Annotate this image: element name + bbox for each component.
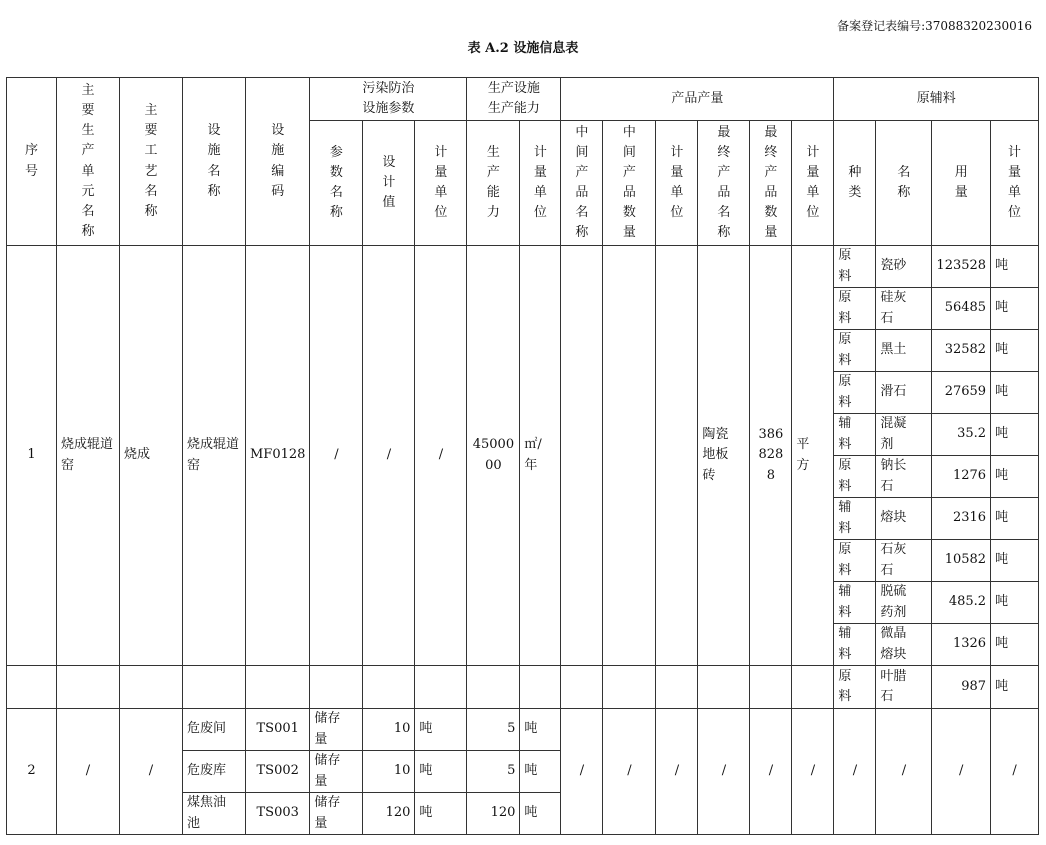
material-type: 原 料 (834, 246, 876, 288)
facility-name: 危废间 (183, 709, 246, 751)
row1-facility-name: 烧成辊道窑 (183, 246, 246, 666)
material-qty: 2316 (932, 498, 991, 540)
header-pollution-params: 污染防治 设施参数 (310, 78, 467, 121)
header-seq: 序 号 (7, 78, 57, 246)
empty-cell (467, 666, 520, 709)
header-param-unit: 计 量 单 位 (415, 121, 467, 246)
facility-code: TS001 (246, 709, 310, 751)
material-qty: 1276 (932, 456, 991, 498)
row1-facility-code: MF0128 (246, 246, 310, 666)
empty-cell (698, 666, 750, 709)
material-unit: 吨 (991, 456, 1039, 498)
material-unit: 吨 (991, 540, 1039, 582)
header-mid-product-unit: 计 量 单 位 (656, 121, 698, 246)
empty-cell (363, 666, 415, 709)
row1-capacity-value: 45000 00 (467, 246, 520, 666)
row2-final-product-name: / (698, 709, 750, 835)
material-qty: 485.2 (932, 582, 991, 624)
design-value: 10 (363, 709, 415, 751)
header-product-output: 产品产量 (561, 78, 834, 121)
material-name: 滑石 (876, 372, 932, 414)
capacity-unit: 吨 (520, 793, 561, 835)
row1-design-value: / (363, 246, 415, 666)
row2-mid-product-qty: / (603, 709, 656, 835)
material-name: 混凝 剂 (876, 414, 932, 456)
material-type: 原 料 (834, 372, 876, 414)
material-type: 原 料 (834, 456, 876, 498)
row2-mid-product-unit: / (656, 709, 698, 835)
design-value: 10 (363, 751, 415, 793)
material-qty: 56485 (932, 288, 991, 330)
row1-capacity-unit: ㎡/ 年 (520, 246, 561, 666)
row1-final-product-unit: 平 方 (792, 246, 834, 666)
material-type: 原 料 (834, 330, 876, 372)
table-title: 表 A.2 设施信息表 (467, 41, 579, 56)
empty-cell (120, 666, 183, 709)
material-qty: 35.2 (932, 414, 991, 456)
material-name: 叶腊 石 (876, 666, 932, 709)
header-material-qty: 用 量 (932, 121, 991, 246)
material-name: 微晶 熔块 (876, 624, 932, 666)
material-qty: 32582 (932, 330, 991, 372)
empty-cell (603, 666, 656, 709)
material-name: 瓷砂 (876, 246, 932, 288)
facility-name: 危废库 (183, 751, 246, 793)
row1-param-unit: / (415, 246, 467, 666)
row1-mid-product-qty (603, 246, 656, 666)
material-qty: 123528 (932, 246, 991, 288)
material-type: 原 料 (834, 540, 876, 582)
row2-mid-product-name: / (561, 709, 603, 835)
capacity-value: 120 (467, 793, 520, 835)
material-type: 辅 料 (834, 498, 876, 540)
material-qty: 987 (932, 666, 991, 709)
material-type: 原 料 (834, 288, 876, 330)
material-unit: 吨 (991, 582, 1039, 624)
design-value: 120 (363, 793, 415, 835)
empty-cell (750, 666, 792, 709)
material-unit: 吨 (991, 246, 1039, 288)
header-param-name: 参 数 名 称 (310, 121, 363, 246)
facility-code: TS002 (246, 751, 310, 793)
empty-cell (183, 666, 246, 709)
param-name: 储存 量 (310, 751, 363, 793)
material-name: 黑土 (876, 330, 932, 372)
material-name: 硅灰 石 (876, 288, 932, 330)
material-type: 辅 料 (834, 582, 876, 624)
header-process: 主 要 工 艺 名 称 (120, 78, 183, 246)
header-capacity-value: 生 产 能 力 (467, 121, 520, 246)
row1-process: 烧成 (120, 246, 183, 666)
header-mid-product-qty: 中 间 产 品 数 量 (603, 121, 656, 246)
header-capacity-unit: 计 量 单 位 (520, 121, 561, 246)
material-type: 辅 料 (834, 624, 876, 666)
row1-seq: 1 (7, 246, 57, 666)
header-material-name: 名 称 (876, 121, 932, 246)
param-unit: 吨 (415, 751, 467, 793)
facility-code: TS003 (246, 793, 310, 835)
row1-final-product-name: 陶瓷 地板 砖 (698, 246, 750, 666)
capacity-value: 5 (467, 751, 520, 793)
row2-production-unit: / (57, 709, 120, 835)
empty-cell (310, 666, 363, 709)
row2-process: / (120, 709, 183, 835)
facility-info-table (6, 77, 1039, 835)
param-name: 储存 量 (310, 793, 363, 835)
row1-mid-product-unit (656, 246, 698, 666)
empty-cell (7, 666, 57, 709)
row2-material-type: / (834, 709, 876, 835)
row1-production-unit: 烧成辊道窑 (57, 246, 120, 666)
empty-cell (520, 666, 561, 709)
row2-final-product-qty: / (750, 709, 792, 835)
material-qty: 1326 (932, 624, 991, 666)
material-unit: 吨 (991, 498, 1039, 540)
material-type: 原 料 (834, 666, 876, 709)
table-row (7, 666, 1039, 709)
material-name: 熔块 (876, 498, 932, 540)
row1-mid-product-name (561, 246, 603, 666)
material-qty: 10582 (932, 540, 991, 582)
header-material-unit: 计 量 单 位 (991, 121, 1039, 246)
material-unit: 吨 (991, 624, 1039, 666)
row2-material-name: / (876, 709, 932, 835)
header-final-product-unit: 计 量 单 位 (792, 121, 834, 246)
param-unit: 吨 (415, 793, 467, 835)
row2-material-qty: / (932, 709, 991, 835)
capacity-unit: 吨 (520, 751, 561, 793)
header-final-product-name: 最 终 产 品 名 称 (698, 121, 750, 246)
material-unit: 吨 (991, 330, 1039, 372)
param-name: 储存 量 (310, 709, 363, 751)
material-unit: 吨 (991, 414, 1039, 456)
material-qty: 27659 (932, 372, 991, 414)
material-name: 石灰 石 (876, 540, 932, 582)
header-facility-code: 设 施 编 码 (246, 78, 310, 246)
material-unit: 吨 (991, 372, 1039, 414)
empty-cell (57, 666, 120, 709)
material-name: 脱硫 药剂 (876, 582, 932, 624)
row2-material-unit: / (991, 709, 1039, 835)
row2-final-product-unit: / (792, 709, 834, 835)
header-production-unit: 主 要 生 产 单 元 名 称 (57, 78, 120, 246)
empty-cell (415, 666, 467, 709)
row1-final-product-qty: 386 828 8 (750, 246, 792, 666)
material-unit: 吨 (991, 666, 1039, 709)
empty-cell (792, 666, 834, 709)
row2-seq: 2 (7, 709, 57, 835)
registration-number: 备案登记表编号:37088320230016 (837, 19, 1032, 33)
empty-cell (561, 666, 603, 709)
row1-param-name: / (310, 246, 363, 666)
param-unit: 吨 (415, 709, 467, 751)
empty-cell (656, 666, 698, 709)
header-facility-name: 设 施 名 称 (183, 78, 246, 246)
header-mid-product-name: 中 间 产 品 名 称 (561, 121, 603, 246)
material-name: 钠长 石 (876, 456, 932, 498)
header-final-product-qty: 最 终 产 品 数 量 (750, 121, 792, 246)
header-design-value: 设 计 值 (363, 121, 415, 246)
capacity-value: 5 (467, 709, 520, 751)
capacity-unit: 吨 (520, 709, 561, 751)
header-raw-materials: 原辅料 (834, 78, 1039, 121)
header-material-type: 种 类 (834, 121, 876, 246)
facility-name: 煤焦油 池 (183, 793, 246, 835)
empty-cell (246, 666, 310, 709)
material-type: 辅 料 (834, 414, 876, 456)
header-capacity: 生产设施 生产能力 (467, 78, 561, 121)
material-unit: 吨 (991, 288, 1039, 330)
